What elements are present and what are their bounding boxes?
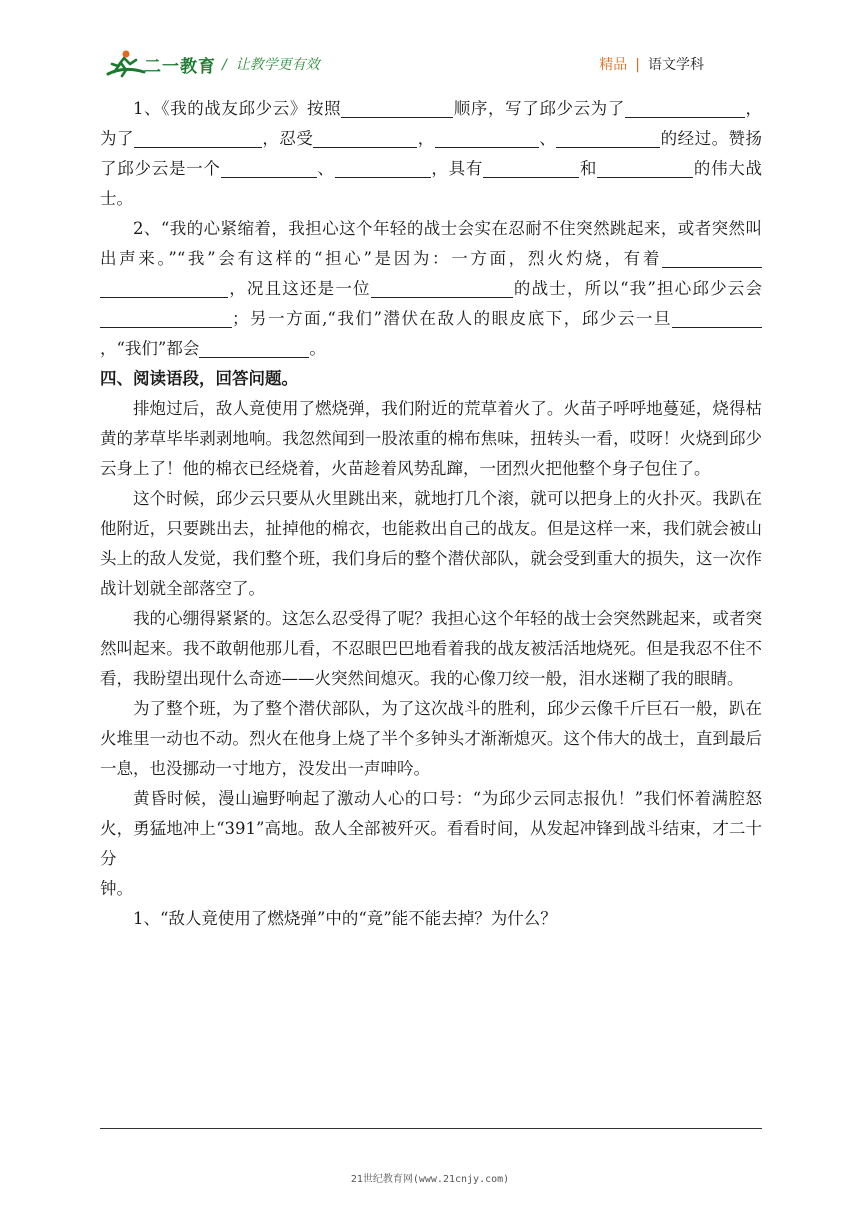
blank[interactable] <box>335 159 431 178</box>
blank[interactable] <box>597 159 693 178</box>
reading-question-1: 1、“敌人竟使用了燃烧弹”中的“竟”能不能去掉？为什么？ <box>133 909 557 928</box>
page-header <box>0 0 860 90</box>
header-separator: | <box>635 57 640 73</box>
blank[interactable] <box>483 159 579 178</box>
blank[interactable] <box>625 99 745 118</box>
blank[interactable] <box>221 159 317 178</box>
document-body <box>100 94 762 934</box>
section-heading: 四、阅读语段，回答问题。 <box>100 369 298 388</box>
blank[interactable] <box>134 129 262 148</box>
blank[interactable] <box>341 99 453 118</box>
page-footer: 21世纪教育网(www.21cnjy.com) <box>350 1174 510 1185</box>
passage-paragraph-2: 这个时候，邱少云只要从火里跳出来，就地打几个滚，就可以把身上的火扑灭。我趴在他附近，只要跳出去，扯掉他的棉衣，也能救出自己的战友。但是这样一来，我们就会被山头上的敌人发觉，我们整个班，我们身后的整个潜伏部队，就会受到重大的损失，这一次作战计划就全部落空了。 <box>100 489 762 598</box>
answer-line[interactable] <box>100 1128 762 1129</box>
subject-label: 语文学科 <box>648 57 704 73</box>
passage-paragraph-3: 我的心绷得紧紧的。这怎么忍受得了呢？我担心这个年轻的战士会突然跳起来，或者突然叫起来。我不敢朝他那儿看，不忍眼巴巴地看着我的战友被活活地烧死。但是我忍不住不看，我盼望出现什么奇迹——火突然间熄灭。我的心像刀绞一般，泪水迷糊了我的眼睛。 <box>100 609 762 688</box>
logo-text: 二一教育 <box>144 57 216 77</box>
header-right <box>599 54 704 74</box>
blank[interactable] <box>199 339 309 358</box>
passage-paragraph-1: 排炮过后，敌人竟使用了燃烧弹，我们附近的荒草着火了。火苗子呼呼地蔓延，烧得枯黄的茅草毕毕剥剥地响。我忽然闻到一股浓重的棉布焦味，扭转头一看，哎呀！火烧到邱少云身上了！他的棉衣已经烧着，火苗趁着风势乱蹿，一团烈火把他整个身子包住了。 <box>100 399 762 478</box>
passage-paragraph-5-end: 钟。 <box>100 879 133 898</box>
question-2: 2、“我的心紧缩着，我担心这个年轻的战士会实在忍耐不住突然跳起来，或者突然叫出声来。”“我”会有这样的“担心”是因为：一方面，烈火灼烧，有着，况且这还是一位 的战士，所以“我”担心邱少云会；另一方面,“我们”潜伏在敌人的眼皮底下，邱少云一旦，“我们”都会 。 <box>100 219 762 358</box>
blank[interactable] <box>371 279 513 298</box>
passage-paragraph-5: 黄昏时候，漫山遍野响起了激动人心的口号：“为邱少云同志报仇！”我们怀着满腔怒火，勇猛地冲上“391”高地。敌人全部被歼灭。看看时间，从发起冲锋到战斗结束，才二十分 <box>100 789 762 868</box>
question-1: 1、《我的战友邱少云》按照 顺序，写了邱少云为了 ，为了 ，忍受 ， 、 的经过。赞扬了邱少云是一个 、 ，具有 和 的伟大战士。 <box>100 99 763 208</box>
quality-label: 精品 <box>599 57 628 73</box>
passage-paragraph-4: 为了整个班，为了整个潜伏部队，为了这次战斗的胜利，邱少云像千斤巨石一般，趴在火堆里一动也不动。烈火在他身上烧了半个多钟头才渐渐熄灭。这个伟大的战士，直到最后一息，也没挪动一寸地方，没发出一声呻吟。 <box>100 699 762 778</box>
blank[interactable] <box>435 129 539 148</box>
blank[interactable] <box>662 249 762 268</box>
blank[interactable] <box>313 129 417 148</box>
blank[interactable] <box>100 309 232 328</box>
blank[interactable] <box>100 279 228 298</box>
blank[interactable] <box>556 129 660 148</box>
slogan: / 让教学更有效 <box>222 57 320 73</box>
blank[interactable] <box>672 309 762 328</box>
